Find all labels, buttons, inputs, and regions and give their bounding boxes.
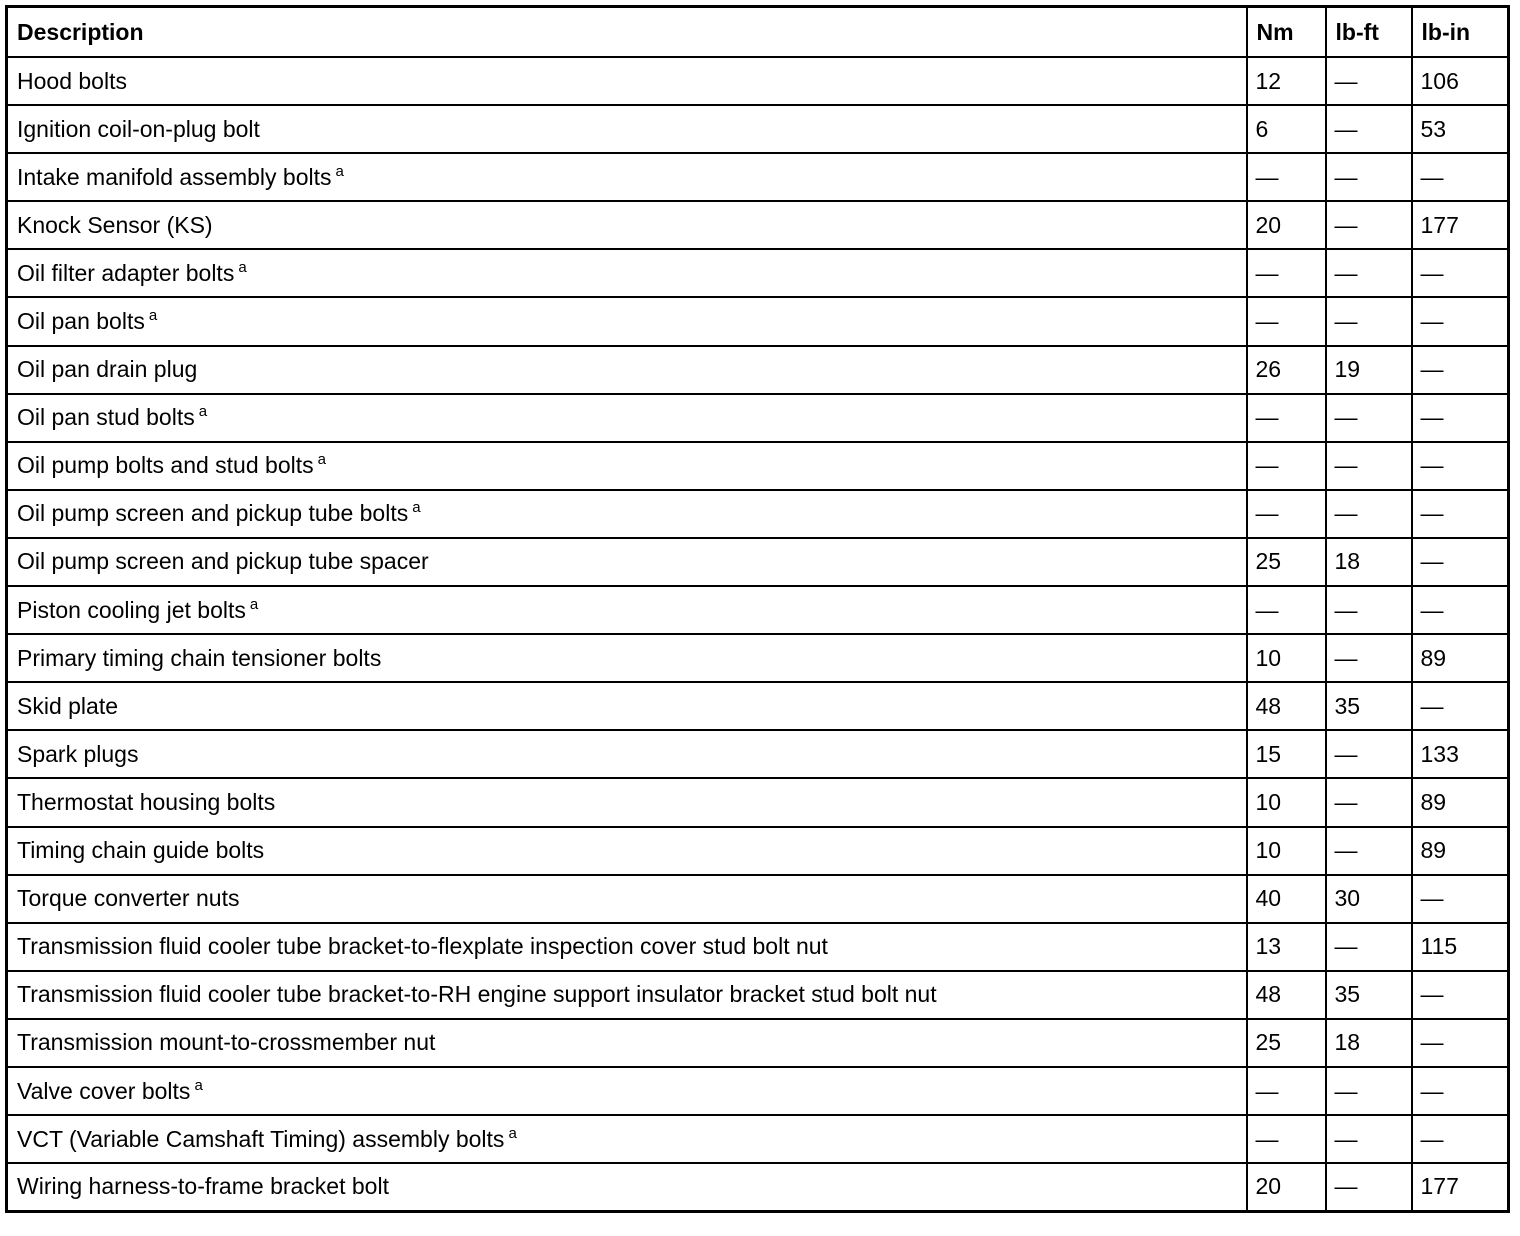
header-lb-in: lb-in — [1412, 7, 1509, 58]
description-text: Spark plugs — [17, 740, 139, 767]
cell-nm: 15 — [1247, 730, 1326, 778]
table-row — [7, 394, 1509, 442]
description-text: Transmission mount-to-crossmember nut — [17, 1029, 436, 1056]
table-row — [7, 682, 1509, 730]
footnote-marker: a — [508, 1124, 517, 1142]
cell-lb-in: — — [1412, 249, 1509, 297]
description-text: Intake manifold assembly bolts — [17, 163, 332, 190]
description-text: Oil pump screen and pickup tube spacer — [17, 548, 429, 575]
footnote-marker: a — [198, 403, 208, 421]
table-row — [7, 875, 1509, 923]
table-row — [7, 297, 1509, 345]
cell-lb-in: 177 — [1412, 1163, 1509, 1211]
table-row — [7, 153, 1509, 201]
cell-nm: 13 — [1247, 923, 1326, 971]
cell-lb-in: 106 — [1412, 57, 1509, 105]
cell-lb-in: — — [1412, 490, 1509, 538]
cell-description — [7, 1019, 1247, 1067]
table-row — [7, 827, 1509, 875]
table-row — [7, 586, 1509, 634]
table-row — [7, 490, 1509, 538]
cell-nm: — — [1247, 490, 1326, 538]
cell-lb-in: — — [1412, 1019, 1509, 1067]
cell-lb-ft: — — [1326, 827, 1412, 875]
cell-lb-ft: — — [1326, 730, 1412, 778]
cell-description — [7, 490, 1247, 538]
cell-nm: — — [1247, 297, 1326, 345]
description-text: Oil pan bolts — [17, 308, 145, 335]
table-row — [7, 923, 1509, 971]
cell-lb-ft: — — [1326, 634, 1412, 682]
description-text: Oil pan drain plug — [17, 356, 198, 383]
cell-nm: 6 — [1247, 105, 1326, 153]
footnote-marker: a — [238, 258, 247, 276]
cell-description — [7, 682, 1247, 730]
cell-lb-ft: 18 — [1326, 1019, 1412, 1067]
description-text: Transmission fluid cooler tube bracket-to-RH engine support insulator bracket stud bolt nut — [17, 981, 937, 1008]
cell-lb-in: 53 — [1412, 105, 1509, 153]
cell-nm: 10 — [1247, 827, 1326, 875]
cell-nm: 10 — [1247, 634, 1326, 682]
table-row — [7, 57, 1509, 105]
cell-description — [7, 971, 1247, 1019]
cell-lb-ft: — — [1326, 105, 1412, 153]
table-row — [7, 201, 1509, 249]
cell-description — [7, 249, 1247, 297]
cell-lb-in: 177 — [1412, 201, 1509, 249]
table-row — [7, 442, 1509, 490]
cell-lb-ft: — — [1326, 249, 1412, 297]
cell-lb-ft: — — [1326, 153, 1412, 201]
description-text: Knock Sensor (KS) — [17, 211, 213, 238]
cell-nm: 12 — [1247, 57, 1326, 105]
cell-nm: 48 — [1247, 971, 1326, 1019]
cell-lb-ft: — — [1326, 586, 1412, 634]
cell-lb-ft: — — [1326, 1163, 1412, 1211]
description-text: Oil filter adapter bolts — [17, 259, 235, 286]
cell-description — [7, 442, 1247, 490]
cell-nm: 20 — [1247, 201, 1326, 249]
header-description: Description — [7, 7, 1247, 58]
cell-lb-ft: — — [1326, 1067, 1412, 1115]
cell-lb-in: — — [1412, 1115, 1509, 1163]
cell-nm: 25 — [1247, 1019, 1326, 1067]
table-row — [7, 730, 1509, 778]
cell-nm: 40 — [1247, 875, 1326, 923]
cell-description — [7, 875, 1247, 923]
description-text: Skid plate — [17, 692, 119, 719]
cell-lb-ft: 19 — [1326, 346, 1412, 394]
table-row — [7, 1019, 1509, 1067]
cell-nm: — — [1247, 249, 1326, 297]
cell-lb-in: — — [1412, 971, 1509, 1019]
cell-lb-in: — — [1412, 346, 1509, 394]
cell-lb-ft: 35 — [1326, 682, 1412, 730]
cell-description — [7, 201, 1247, 249]
footnote-marker: a — [249, 595, 259, 613]
table-row — [7, 538, 1509, 586]
table-row — [7, 778, 1509, 826]
table-body — [7, 57, 1509, 1211]
cell-description — [7, 105, 1247, 153]
footnote-marker: a — [335, 162, 344, 180]
cell-lb-ft: 18 — [1326, 538, 1412, 586]
cell-nm: 20 — [1247, 1163, 1326, 1211]
cell-description — [7, 538, 1247, 586]
cell-description — [7, 346, 1247, 394]
torque-spec-table — [5, 5, 1510, 1213]
cell-nm: — — [1247, 153, 1326, 201]
cell-lb-in: 133 — [1412, 730, 1509, 778]
footnote-marker: a — [148, 307, 158, 325]
cell-lb-ft: — — [1326, 1115, 1412, 1163]
description-text: Torque converter nuts — [17, 885, 240, 912]
cell-nm: — — [1247, 1115, 1326, 1163]
cell-nm: — — [1247, 442, 1326, 490]
cell-description — [7, 778, 1247, 826]
description-text: Piston cooling jet bolts — [17, 596, 246, 623]
cell-lb-in: — — [1412, 538, 1509, 586]
cell-nm: 26 — [1247, 346, 1326, 394]
description-text: Thermostat housing bolts — [17, 788, 276, 815]
description-text: Hood bolts — [17, 67, 127, 94]
cell-lb-ft: 30 — [1326, 875, 1412, 923]
cell-nm: — — [1247, 586, 1326, 634]
cell-nm: — — [1247, 1067, 1326, 1115]
header-row — [7, 7, 1509, 58]
cell-lb-ft: 35 — [1326, 971, 1412, 1019]
description-text: Oil pump screen and pickup tube bolts — [17, 500, 409, 527]
table-row — [7, 249, 1509, 297]
table-row — [7, 971, 1509, 1019]
footnote-marker: a — [194, 1076, 203, 1094]
cell-description — [7, 297, 1247, 345]
cell-description — [7, 57, 1247, 105]
cell-description — [7, 1163, 1247, 1211]
cell-lb-in: — — [1412, 394, 1509, 442]
cell-lb-in: — — [1412, 586, 1509, 634]
cell-lb-in: — — [1412, 1067, 1509, 1115]
cell-lb-in: — — [1412, 153, 1509, 201]
table-row — [7, 1115, 1509, 1163]
cell-lb-in: 89 — [1412, 634, 1509, 682]
cell-description — [7, 827, 1247, 875]
cell-lb-in: — — [1412, 682, 1509, 730]
cell-description — [7, 394, 1247, 442]
description-text: Oil pump bolts and stud bolts — [17, 452, 314, 479]
description-text: Ignition coil-on-plug bolt — [17, 115, 260, 142]
cell-lb-in: — — [1412, 442, 1509, 490]
cell-description — [7, 730, 1247, 778]
description-text: Valve cover bolts — [17, 1077, 191, 1104]
cell-description — [7, 634, 1247, 682]
cell-nm: 48 — [1247, 682, 1326, 730]
cell-lb-ft: — — [1326, 394, 1412, 442]
cell-lb-ft: — — [1326, 297, 1412, 345]
cell-lb-ft: — — [1326, 442, 1412, 490]
cell-description — [7, 1115, 1247, 1163]
cell-lb-ft: — — [1326, 490, 1412, 538]
header-nm: Nm — [1247, 7, 1326, 58]
table-row — [7, 634, 1509, 682]
cell-lb-in: — — [1412, 875, 1509, 923]
description-text: Oil pan stud bolts — [17, 404, 195, 431]
table-row — [7, 105, 1509, 153]
table-row — [7, 346, 1509, 394]
footnote-marker: a — [412, 499, 421, 517]
description-text: Transmission fluid cooler tube bracket-to-flexplate inspection cover stud bolt nut — [17, 933, 828, 960]
cell-lb-ft: — — [1326, 57, 1412, 105]
table-row — [7, 1067, 1509, 1115]
cell-lb-ft: — — [1326, 778, 1412, 826]
cell-description — [7, 1067, 1247, 1115]
cell-lb-in: — — [1412, 297, 1509, 345]
cell-nm: 25 — [1247, 538, 1326, 586]
description-text: Primary timing chain tensioner bolts — [17, 644, 382, 671]
cell-description — [7, 586, 1247, 634]
cell-lb-ft: — — [1326, 201, 1412, 249]
cell-lb-ft: — — [1326, 923, 1412, 971]
table-row — [7, 1163, 1509, 1211]
description-text: Timing chain guide bolts — [17, 837, 265, 864]
cell-nm: 10 — [1247, 778, 1326, 826]
footnote-marker: a — [317, 451, 326, 469]
cell-lb-in: 89 — [1412, 827, 1509, 875]
cell-lb-in: 115 — [1412, 923, 1509, 971]
cell-nm: — — [1247, 394, 1326, 442]
cell-lb-in: 89 — [1412, 778, 1509, 826]
cell-description — [7, 923, 1247, 971]
cell-description — [7, 153, 1247, 201]
description-text: VCT (Variable Camshaft Timing) assembly bolts — [17, 1125, 505, 1152]
header-lb-ft: lb-ft — [1326, 7, 1412, 58]
description-text: Wiring harness-to-frame bracket bolt — [17, 1173, 389, 1200]
